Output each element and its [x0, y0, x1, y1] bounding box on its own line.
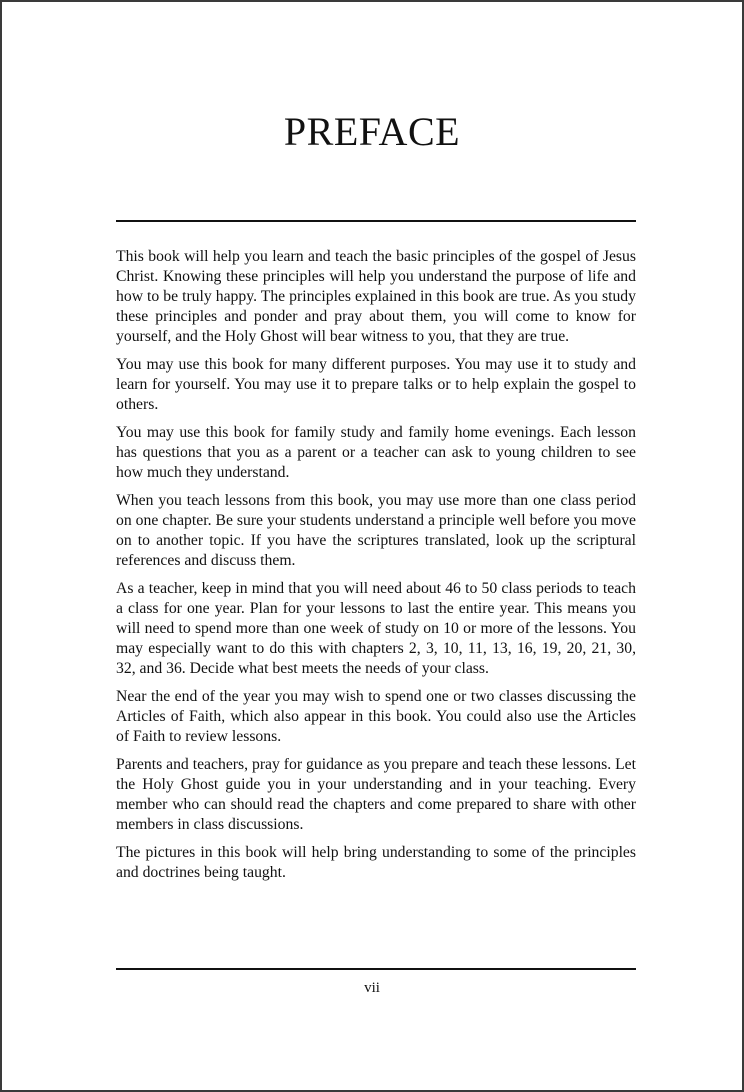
paragraph-5: As a teacher, keep in mind that you will need about 46 to 50 class periods to teach a class for one year. Plan for your lessons to last the entire year. This means you will need to spend more than one week of study on 10 or more of the lessons. You may especially want to do this with chapters 2, 3, 10, 11, 13, 16, 19, 20, 21, 30, 32, and 36. Decide what best meets the needs of your class. [116, 580, 636, 677]
paragraph-4: When you teach lessons from this book, you may use more than one class period on one chapter. Be sure your students understand a principle well before you move on to another topic. If you have the scriptures translated, look up the scriptural references and discuss them. [116, 492, 636, 569]
paragraph-1: This book will help you learn and teach the basic principles of the gospel of Jesus Christ. Knowing these principles will help you understand the purpose of life and how to be truly happy. The principles explained in this book are true. As you study these principles and ponder and pray about them, you will come to know for yourself, and the Holy Ghost will bear witness to you, that they are true. [116, 248, 636, 345]
paragraph-3: You may use this book for family study and family home evenings. Each lesson has questions that you as a parent or a teacher can ask to young children to see how much they understand. [116, 424, 636, 481]
paragraph-7: Parents and teachers, pray for guidance as you prepare and teach these lessons. Let the Holy Ghost guide you in your understanding and in your teaching. Every member who can should read the chapters and come prepared to share with other members in class discussions. [116, 756, 636, 833]
paragraph-2: You may use this book for many different purposes. You may use it to study and learn for yourself. You may use it to prepare talks or to help explain the gospel to others. [116, 356, 636, 413]
preface-body [116, 247, 636, 891]
paragraph-6: Near the end of the year you may wish to spend one or two classes discussing the Articles of Faith, which also appear in this book. You could also use the Articles of Faith to review lessons. [116, 688, 636, 745]
bottom-divider [116, 968, 636, 970]
page-title: PREFACE [283, 109, 461, 154]
paragraph-8: The pictures in this book will help bring understanding to some of the principles and doctrines being taught. [116, 844, 636, 881]
page-number: vii [364, 980, 380, 996]
top-divider [116, 220, 636, 222]
